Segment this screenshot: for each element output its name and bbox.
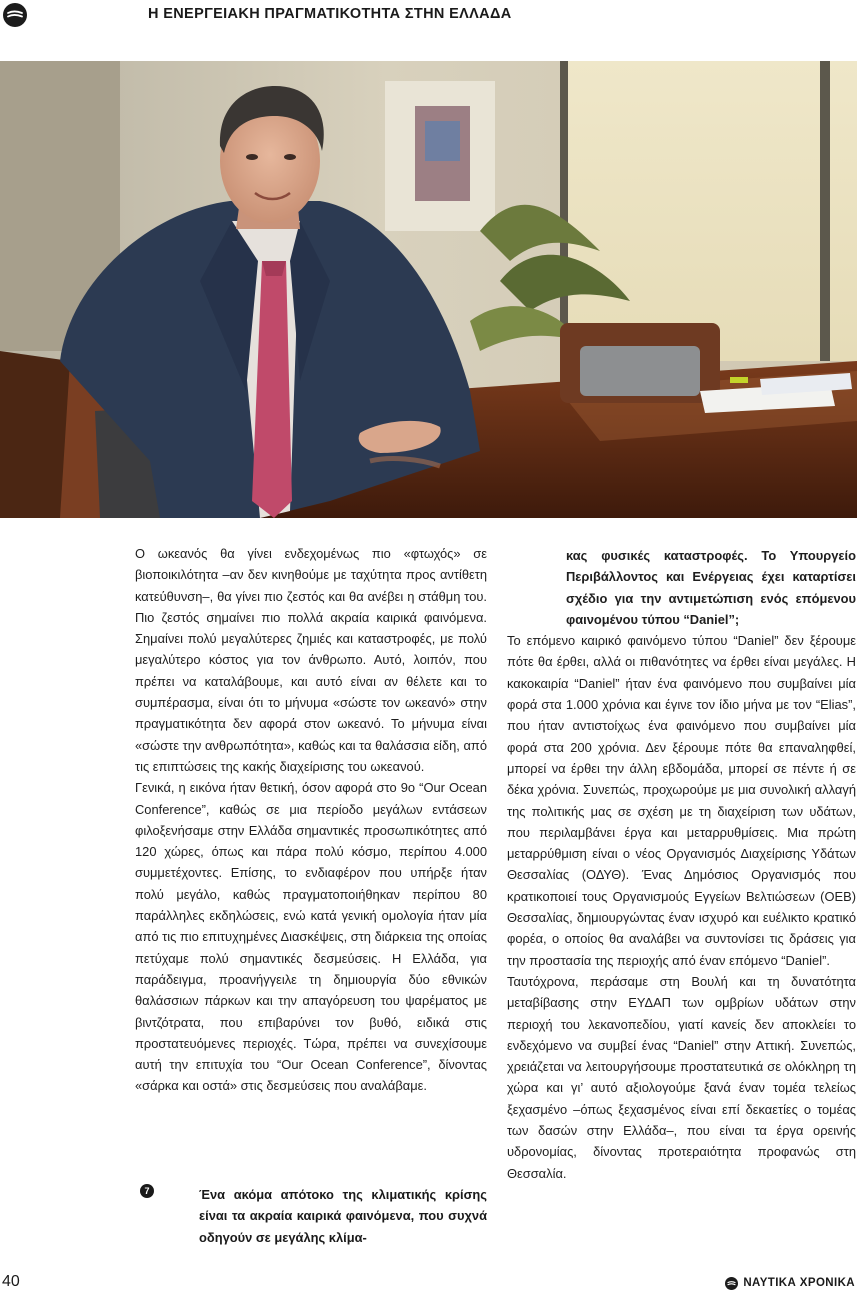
question-number-badge: 7: [140, 1184, 154, 1198]
left-column: [135, 543, 487, 1097]
brand-footer: [725, 1275, 855, 1291]
interview-question-continuation: κας φυσικές καταστροφές. Το Υπουργείο Περιβάλλοντος και Ενέργειας έχει καταρτίσει σχέδιο για την αντιμετώπιση ενός επόμενου φαινομένου τύπου “Daniel”;: [566, 548, 856, 627]
brand-name: ΝΑΥΤΙΚΑ ΧΡΟΝΙΚΑ: [743, 1277, 855, 1289]
body-paragraph: Γενικά, η εικόνα ήταν θετική, όσον αφορά στο 9ο “Our Ocean Conference”, καθώς σε μια περίοδο μεγάλων εντάσεων φιλοξενήσαμε στην Ελλάδα σημαντικές προσωπικότητες από 120 χώρες, όπως και πάρα πολύ κόσμο, περίπου 4.000 συμμετέχοντες. Επίσης, το ενδιαφέρον που υπήρξε ήταν πολύ μεγάλο, καθώς πραγματοποιήθηκαν περίπου 80 παράλληλες εκδηλώσεις, ενώ κατά γενική ομολογία ήταν μία από τις πιο επιτυχημένες Διασκέψεις, στη διάρκεια της οποίας πετύχαμε πολύ σημαντικές δεσμεύσεις. Η Ελλάδα, για παράδειγμα, προανήγγειλε τη δημιουργία δύο εθνικών θαλάσσιων πάρκων και την απαγόρευση του ψαρέματος με βιντζότρατα, που επιβαρύνει τον βυθό, ειδικά στις προστατευόμενες περιοχές. Τώρα, πρέπει να συνεχίσουμε αυτή την επιτυχία του “Our Ocean Conference”, δίνοντας «σάρκα και οστά» στις δεσμεύσεις που αναλάβαμε.: [135, 780, 487, 1094]
publication-logo-icon: [3, 3, 27, 27]
body-paragraph: Ταυτόχρονα, περάσαμε στη Βουλή και τη δυνατότητα μεταβίβασης στην ΕΥΔΑΠ των ομβρίων υδάτων στην περιοχή του λεκανοπεδίου, γιατί κανείς δεν αποκλείει το ενδεχόμενο να συμβεί ένας “Daniel” στην Αττική. Συνεπώς, χρειάζεται να λειτουργήσουμε προστατευτικά σε ολόκληρη τη χώρα και γι’ αυτό αξιολογούμε ξανά έναν τομέα τελείως ξεχασμένο –όπως ξεχασμένος είναι επί δεκαετίες ο τομέας των δασών στην Ελλάδα–, που είναι τα έργα ορεινής υδρονομίας, δίνοντας προτεραιότητα προφανώς στη Θεσσαλία.: [507, 973, 856, 1181]
section-title: Η ΕΝΕΡΓΕΙΑΚΗ ΠΡΑΓΜΑΤΙΚΟΤΗΤΑ ΣΤΗΝ ΕΛΛΑΔΑ: [148, 6, 512, 22]
page-number: 40: [2, 1273, 20, 1290]
brand-logo-icon: [725, 1277, 738, 1290]
right-column: [507, 545, 856, 1184]
page-header: [0, 0, 857, 36]
body-paragraph: Ο ωκεανός θα γίνει ενδεχομένως πιο «φτωχός» σε βιοποικιλότητα –αν δεν κινηθούμε με ταχύτητα προς αντίθετη κατεύθυνση–, θα γίνει πιο ζεστός και θα ανέβει η στάθμη του. Πιο ζεστός σημαίνει πιο πολλά ακραία καιρικά φαινόμενα. Σημαίνει πολύ μεγαλύτερες ζημιές και καταστροφές, με πολύ μεγαλύτερο κόστος για τον άνθρωπο. Αυτό, λοιπόν, που πρέπει να καταλάβουμε, και αυτό είναι αν θέλετε και το συμπέρασμα, είναι ότι το μήνυμα «σώστε τον ωκεανό» στην πραγματικότητα δεν αφορά στον ωκεανό. Το μήνυμα είναι «σώστε την ανθρωπότητα», καθώς και τα θαλάσσια είδη, από τις επιπτώσεις της κακής διαχείρισης του ωκεανού.: [135, 546, 487, 774]
interview-question: Ένα ακόμα απότοκο της κλιματικής κρίσης είναι τα ακραία καιρικά φαινόμενα, που συχνά οδηγούν σε μεγάλης κλίμα-: [199, 1187, 487, 1245]
body-paragraph: Το επόμενο καιρικό φαινόμενο τύπου “Daniel” δεν ξέρουμε πότε θα έρθει, αλλά οι πιθανότητες να έρθει είναι μεγάλες. Η κακοκαιρία “Daniel” ήταν ένα φαινόμενο που συμβαίνει μία φορά στα 1.000 χρόνια και έγινε τον ίδιο μήνα με τον “Elias”, που ήταν αντιστοίχως ένα φαινόμενο που συμβαίνει μία φορά στα 200 χρόνια. Δεν ξέρουμε πότε θα επαναληφθεί, μπορεί να έρθει την άλλη εβδομάδα, μπορεί σε πέντε ή σε δέκα χρόνια. Συνεπώς, προχωρούμε με μια συνολική αλλαγή της πολιτικής μας σε σχέση με τη διαχείριση των υδάτων, που περιλαμβάνει έργα και μεταρρυθμίσεις. Μια πρώτη μεταρρύθμιση είναι ο νέος Οργανισμός Διαχείρισης Υδάτων Θεσσαλίας (ΟΔΥΘ). Ένας Δημόσιος Οργανισμός που κρατικοποιεί τους Οργανισμούς Εγγείων Βελτιώσεων (ΟΕΒ) Θεσσαλίας, δημιουργώντας έναν ισχυρό και ευέλικτο κρατικό φορέα, ο οποίος θα αναλάβει να συντονίσει τις δράσεις για την προστασία της περιοχής από έναν επόμενο “Daniel”.: [507, 633, 856, 968]
portrait-photo: [0, 61, 857, 518]
